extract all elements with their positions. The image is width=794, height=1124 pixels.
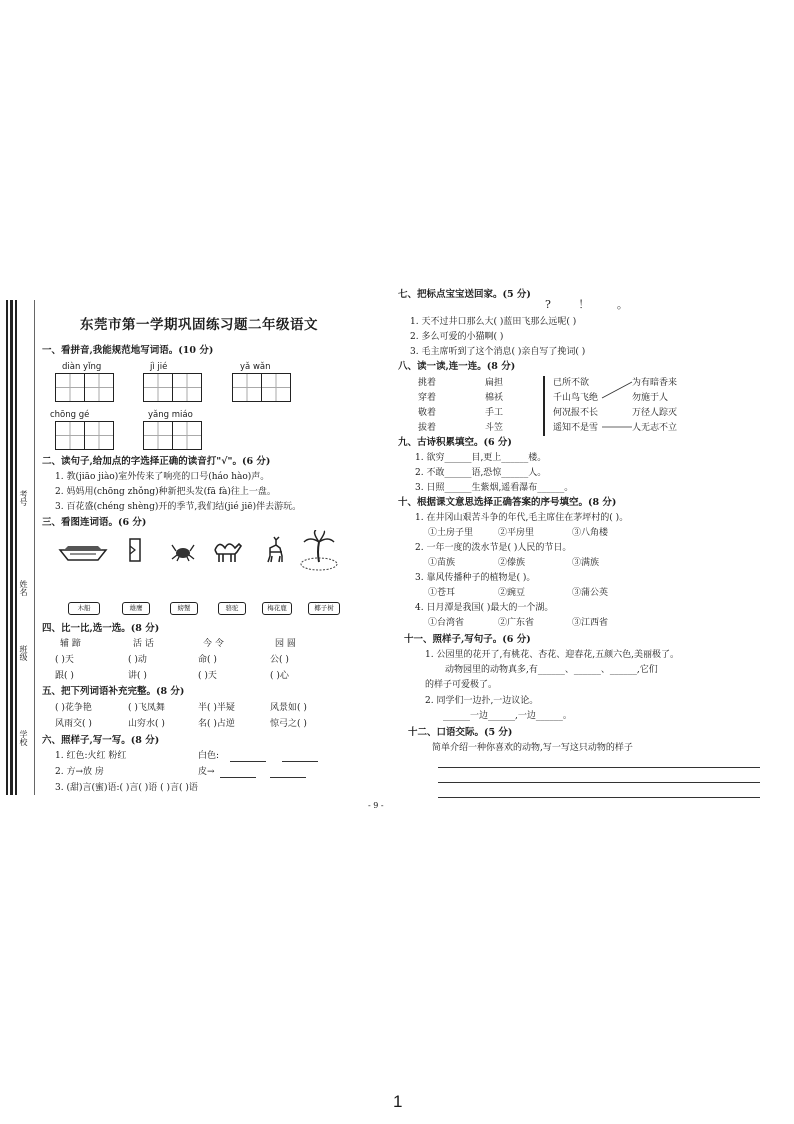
s8-c3-4: 遥知不是雪 — [553, 423, 599, 433]
pinyin-3: yǎ wǎn — [240, 362, 271, 372]
s8-c1-2: 穿着 — [418, 393, 437, 403]
pinyin-4: chōng gé — [50, 410, 90, 420]
s6-line-3: 3. (甜)言(蜜)语:( )言( )语 ( )言( )语 — [55, 783, 198, 793]
writing-grid-5[interactable] — [143, 421, 202, 450]
s8-connection-lines — [600, 376, 634, 436]
section-2-heading: 二、读句子,给加点的字选择正确的读音打"√"。(6 分) — [42, 456, 271, 467]
s10-q2: 2. 一年一度的泼水节是( )人民的节日。 — [415, 543, 572, 553]
s6-blank-4[interactable] — [270, 777, 306, 778]
s5-r2-2: 山穷水( ) — [128, 719, 165, 729]
s11-line-1b: 动物园里的动物真多,有______、______、______,它们 — [445, 665, 658, 675]
s5-r1-2: ( )飞凤舞 — [128, 703, 165, 713]
exam-title: 东莞市第一学期巩固练习题二年级语文 — [80, 317, 318, 333]
s4-r2-3: ( )天 — [198, 671, 217, 681]
s5-r1-4: 风景如( ) — [270, 703, 307, 713]
s4-r1-2: ( )动 — [128, 655, 147, 665]
class-label: 班级 — [19, 645, 28, 661]
s6-line-2a: 2. 方→放 房 — [55, 767, 104, 777]
s10-q2-opt1[interactable]: ①苗族 — [428, 558, 456, 568]
s6-blank-2[interactable] — [282, 761, 318, 762]
punctuation-marks: ? ！ 。 — [545, 298, 640, 311]
camel-picture — [211, 536, 245, 564]
s8-c4-3: 万径人踪灭 — [632, 408, 678, 418]
s4-r2-1: 跟( ) — [55, 671, 74, 681]
s10-q4-opt2[interactable]: ②广东省 — [498, 618, 535, 628]
section-6-heading: 六、照样子,写一写。(8 分) — [42, 735, 160, 746]
name-label: 姓名 — [19, 580, 28, 596]
s10-q4-opt3[interactable]: ③江西省 — [572, 618, 609, 628]
section-11-heading: 十一、照样子,写句子。(6 分) — [404, 634, 531, 645]
s4-r1-3: 命( ) — [198, 655, 217, 665]
s5-r2-4: 惊弓之( ) — [270, 719, 307, 729]
s8-c1-1: 挑着 — [418, 378, 437, 388]
answer-line-2[interactable] — [438, 782, 760, 783]
s6-line-1a: 1. 红色:火红 粉红 — [55, 751, 127, 761]
s10-q1-opt1[interactable]: ①土房子里 — [428, 528, 474, 538]
s4-r1-1: ( )天 — [55, 655, 74, 665]
answer-line-1[interactable] — [438, 767, 760, 768]
school-label: 学校 — [19, 730, 28, 746]
pinyin-1: diàn yǐng — [62, 362, 102, 372]
word-tag-3[interactable]: 螃蟹 — [170, 602, 198, 615]
s5-r2-1: 风雨交( ) — [55, 719, 92, 729]
s10-q2-opt2[interactable]: ②傣族 — [498, 558, 526, 568]
s6-line-1b: 白色: — [198, 751, 220, 761]
s4-pair-1: 辅 蹄 — [60, 639, 81, 649]
section-7-heading: 七、把标点宝宝送回家。(5 分) — [398, 289, 531, 300]
deer-picture — [262, 536, 288, 564]
s4-pair-2: 活 话 — [133, 639, 154, 649]
s8-c2-3: 手工 — [485, 408, 504, 418]
s8-c4-4: 人无志不立 — [632, 423, 678, 433]
s10-q3-opt3[interactable]: ③蒲公英 — [572, 588, 609, 598]
writing-grid-1[interactable] — [55, 373, 114, 402]
crab-picture — [170, 540, 196, 562]
s9-line-1: 1. 欲穷______目,更上______楼。 — [415, 453, 547, 463]
s8-c4-1: 为有暗香来 — [632, 378, 678, 388]
s9-line-3: 3. 日照______生紫烟,遥看瀑布______。 — [415, 483, 574, 493]
s4-pair-4: 园 圆 — [275, 639, 296, 649]
s11-line-1: 1. 公园里的花开了,有桃花、杏花、迎春花,五颜六色,美丽极了。 — [425, 650, 680, 660]
s10-q4: 4. 日月潭是我国( )最大的一个湖。 — [415, 603, 554, 613]
section-10-heading: 十、根据课文意思选择正确答案的序号填空。(8 分) — [398, 497, 617, 508]
s6-blank-1[interactable] — [230, 761, 266, 762]
s11-line-1c: 的样子可爱极了。 — [425, 680, 498, 690]
s6-blank-3[interactable] — [220, 777, 256, 778]
section-1-heading: 一、看拼音,我能规范地写词语。(10 分) — [42, 345, 214, 356]
section-8-heading: 八、读一读,连一连。(8 分) — [398, 361, 516, 372]
s10-q1: 1. 在井冈山艰苦斗争的年代,毛主席住在茅坪村的( )。 — [415, 513, 629, 523]
s10-q3-opt2[interactable]: ②豌豆 — [498, 588, 526, 598]
pinyin-2: jì jié — [150, 362, 168, 372]
s2-line-2: 2. 妈妈用(chōng zhǒng)种新把头发(fā fà)往上一盘。 — [55, 487, 276, 497]
binding-strip — [4, 300, 40, 795]
s11-line-2b: ______一边______,一边______。 — [443, 711, 572, 721]
word-tag-4[interactable]: 骆驼 — [218, 602, 246, 615]
s9-line-2: 2. 不敢______语,恐惊______人。 — [415, 468, 547, 478]
s8-c2-4: 斗笠 — [485, 423, 504, 433]
s2-line-1: 1. 教(jiāo jiào)室外传来了响亮的口号(háo hào)声。 — [55, 472, 270, 482]
section-4-heading: 四、比一比,选一选。(8 分) — [42, 623, 160, 634]
s10-q1-opt3[interactable]: ③八角楼 — [572, 528, 609, 538]
section-3-heading: 三、看图连词语。(6 分) — [42, 517, 147, 528]
s7-line-3: 3. 毛主席听到了这个消息( )亲自写了挽词( ) — [410, 347, 586, 357]
section-12-heading: 十二、口语交际。(5 分) — [408, 727, 513, 738]
s11-line-2: 2. 同学们一边扑,一边议论。 — [425, 696, 539, 706]
coconut-tree-picture — [298, 530, 340, 572]
s4-r2-4: ( )心 — [270, 671, 289, 681]
s8-c2-1: 扁担 — [485, 378, 504, 388]
eagle-picture — [125, 536, 145, 564]
writing-grid-3[interactable] — [232, 373, 291, 402]
pinyin-5: yǎng miáo — [148, 410, 193, 420]
s4-r1-4: 公( ) — [270, 655, 289, 665]
s8-c1-3: 敬着 — [418, 408, 437, 418]
s4-pair-3: 今 令 — [203, 639, 224, 649]
s6-line-2b: 皮→ — [198, 767, 215, 777]
page-number: 1 — [393, 1092, 403, 1111]
section-5-heading: 五、把下列词语补充完整。(8 分) — [42, 686, 185, 697]
s10-q1-opt2[interactable]: ②平房里 — [498, 528, 535, 538]
exam-no-label: 考号 — [19, 490, 28, 506]
s8-c4-2: 勿施于人 — [632, 393, 669, 403]
s2-line-3: 3. 百花盛(chéng shèng)开的季节,我们结(jié jiē)伴去游玩。 — [55, 502, 302, 512]
s8-divider — [543, 376, 545, 436]
s8-c3-2: 千山鸟飞绝 — [553, 393, 599, 403]
s4-r2-2: 讲( ) — [128, 671, 147, 681]
s7-line-1: 1. 天不过井口那么大( )蓝田飞那么远呢( ) — [410, 317, 577, 327]
s5-r1-3: 半( )半疑 — [198, 703, 235, 713]
s7-line-2: 2. 多么可爱的小猫啊( ) — [410, 332, 504, 342]
word-tag-2[interactable]: 雄鹰 — [122, 602, 150, 615]
s12-prompt: 简单介绍一种你喜欢的动物,写一写这只动物的样子 — [432, 743, 633, 753]
s5-r1-1: ( )花争艳 — [55, 703, 92, 713]
s10-q4-opt1[interactable]: ①台湾省 — [428, 618, 465, 628]
s8-c3-3: 何况报不长 — [553, 408, 599, 418]
s8-c2-2: 棉袄 — [485, 393, 504, 403]
writing-grid-4[interactable] — [55, 421, 114, 450]
s5-r2-3: 名( )占逆 — [198, 719, 235, 729]
word-tag-1[interactable]: 木船 — [68, 602, 100, 615]
s10-q3: 3. 靠风传播种子的植物是( )。 — [415, 573, 536, 583]
word-tag-5[interactable]: 梅花鹿 — [262, 602, 292, 615]
s10-q3-opt1[interactable]: ①苍耳 — [428, 588, 456, 598]
s8-c1-4: 拔着 — [418, 423, 437, 433]
answer-line-3[interactable] — [438, 797, 760, 798]
writing-grid-2[interactable] — [143, 373, 202, 402]
word-tag-6[interactable]: 椰子树 — [308, 602, 340, 615]
boat-picture — [58, 538, 108, 564]
s10-q2-opt3[interactable]: ③满族 — [572, 558, 600, 568]
inner-page-number: - 9 - — [368, 801, 384, 810]
s8-c3-1: 已所不欲 — [553, 378, 590, 388]
section-9-heading: 九、古诗积累填空。(6 分) — [398, 437, 512, 448]
